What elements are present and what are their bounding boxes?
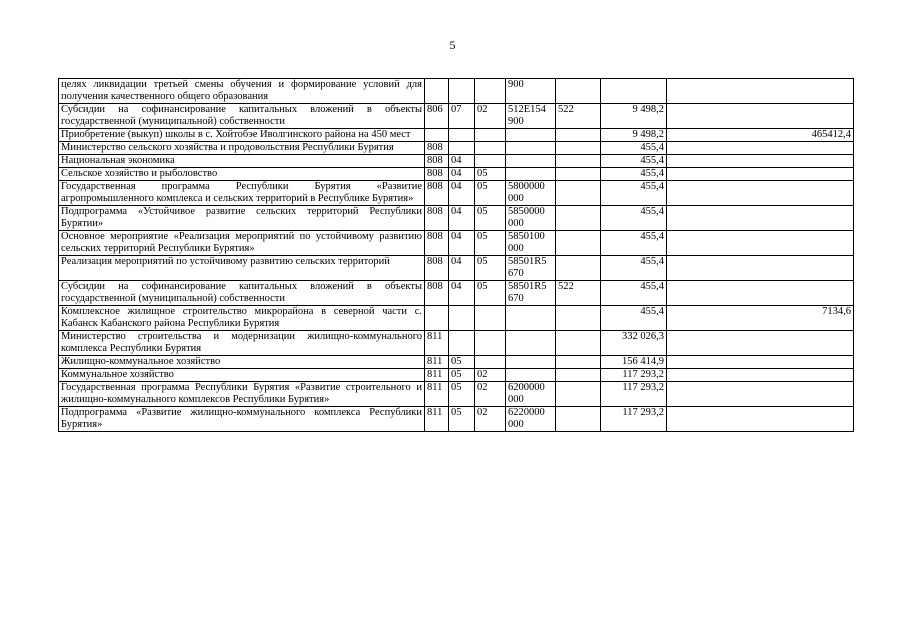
item-name-cell: Комплексное жилищное строительство микрорайона в северной части с. Кабанск Кабанского района Республики Бурятия [59,306,425,331]
ministry-code-cell: 806 [425,104,449,129]
target-article-cell [506,129,556,142]
item-name-cell: Государственная программа Республики Бурятия «Развитие агропромышленного комплекса и сельских территорий в Республике Бурятия» [59,181,425,206]
target-article-cell [506,306,556,331]
table-row [59,79,854,104]
sum-cell: 455,4 [601,168,667,181]
subsection-code-cell [475,155,506,168]
amount-cell [667,155,854,168]
section-code-cell: 05 [449,382,475,407]
expense-type-cell [556,155,601,168]
item-name-cell: Сельское хозяйство и рыболовство [59,168,425,181]
amount-cell [667,356,854,369]
subsection-code-cell [475,356,506,369]
target-article-cell: 5850000 000 [506,206,556,231]
section-code-cell: 04 [449,281,475,306]
ministry-code-cell: 811 [425,356,449,369]
target-article-cell [506,331,556,356]
subsection-code-cell: 05 [475,181,506,206]
table-row [59,281,854,306]
table-row [59,407,854,432]
budget-table [58,78,854,432]
sum-cell: 455,4 [601,142,667,155]
amount-cell [667,104,854,129]
ministry-code-cell: 808 [425,256,449,281]
section-code-cell [449,129,475,142]
section-code-cell: 05 [449,369,475,382]
subsection-code-cell [475,142,506,155]
amount-cell [667,382,854,407]
item-name-cell: Подпрограмма «Развитие жилищно-коммунального комплекса Республики Бурятия» [59,407,425,432]
target-article-cell: 5850100 000 [506,231,556,256]
target-article-cell: 6200000 000 [506,382,556,407]
sum-cell: 9 498,2 [601,104,667,129]
sum-cell: 455,4 [601,256,667,281]
sum-cell: 332 026,3 [601,331,667,356]
ministry-code-cell: 811 [425,331,449,356]
subsection-code-cell: 05 [475,231,506,256]
item-name-cell: Основное мероприятие «Реализация мероприятий по устойчивому развитию сельских территорий Республики Бурятия» [59,231,425,256]
amount-cell [667,142,854,155]
expense-type-cell [556,331,601,356]
item-name-cell: Жилищно-коммунальное хозяйство [59,356,425,369]
expense-type-cell [556,369,601,382]
sum-cell: 455,4 [601,206,667,231]
table-row [59,356,854,369]
expense-type-cell: 522 [556,281,601,306]
target-article-cell [506,155,556,168]
sum-cell: 9 498,2 [601,129,667,142]
table-row [59,142,854,155]
amount-cell [667,181,854,206]
subsection-code-cell [475,331,506,356]
target-article-cell [506,168,556,181]
table-row [59,181,854,206]
amount-cell [667,331,854,356]
subsection-code-cell: 02 [475,382,506,407]
subsection-code-cell: 02 [475,369,506,382]
item-name-cell: Государственная программа Республики Бурятия «Развитие строительного и жилищно-коммунального комплексов Республики Бурятия» [59,382,425,407]
amount-cell [667,369,854,382]
target-article-cell [506,369,556,382]
table-row [59,155,854,168]
table-body [59,79,854,432]
target-article-cell [506,356,556,369]
item-name-cell: Приобретение (выкуп) школы в с. Хойтобэе Иволгинского района на 450 мест [59,129,425,142]
table-row [59,129,854,142]
item-name-cell: Подпрограмма «Устойчивое развитие сельских территорий Республики Бурятии» [59,206,425,231]
expense-type-cell [556,206,601,231]
expense-type-cell [556,306,601,331]
amount-cell: 465412,4 [667,129,854,142]
section-code-cell: 07 [449,104,475,129]
ministry-code-cell: 811 [425,407,449,432]
page-number: 5 [449,38,456,52]
section-code-cell: 05 [449,407,475,432]
amount-cell [667,168,854,181]
expense-type-cell [556,407,601,432]
subsection-code-cell: 05 [475,168,506,181]
item-name-cell: Министерство сельского хозяйства и продовольствия Республики Бурятия [59,142,425,155]
table-row [59,206,854,231]
section-code-cell: 04 [449,155,475,168]
ministry-code-cell: 808 [425,231,449,256]
ministry-code-cell: 808 [425,155,449,168]
ministry-code-cell: 808 [425,181,449,206]
subsection-code-cell [475,129,506,142]
expense-type-cell [556,181,601,206]
expense-type-cell [556,168,601,181]
amount-cell: 7134,6 [667,306,854,331]
amount-cell [667,79,854,104]
amount-cell [667,256,854,281]
ministry-code-cell: 808 [425,281,449,306]
amount-cell [667,281,854,306]
target-article-cell: 58501R5 670 [506,281,556,306]
section-code-cell: 05 [449,356,475,369]
section-code-cell [449,331,475,356]
item-name-cell: целях ликвидации третьей смены обучения и формирование условий для получения качественного общего образования [59,79,425,104]
expense-type-cell: 522 [556,104,601,129]
expense-type-cell [556,382,601,407]
expense-type-cell [556,129,601,142]
table-row [59,256,854,281]
expense-type-cell [556,256,601,281]
sum-cell: 117 293,2 [601,369,667,382]
section-code-cell [449,79,475,104]
ministry-code-cell [425,306,449,331]
section-code-cell: 04 [449,231,475,256]
sum-cell [601,79,667,104]
table-row [59,306,854,331]
subsection-code-cell [475,306,506,331]
item-name-cell: Коммунальное хозяйство [59,369,425,382]
table-row [59,231,854,256]
table-row [59,369,854,382]
target-article-cell: 6220000 000 [506,407,556,432]
item-name-cell: Субсидии на софинансирование капитальных вложений в объекты государственной (муниципальной) собственности [59,281,425,306]
section-code-cell [449,142,475,155]
subsection-code-cell: 05 [475,206,506,231]
table-row [59,104,854,129]
amount-cell [667,407,854,432]
ministry-code-cell [425,129,449,142]
item-name-cell: Министерство строительства и модернизации жилищно-коммунального комплекса Республики Бурятия [59,331,425,356]
amount-cell [667,231,854,256]
ministry-code-cell: 811 [425,382,449,407]
table-row [59,331,854,356]
target-article-cell: 512E154 900 [506,104,556,129]
target-article-cell: 5800000 000 [506,181,556,206]
sum-cell: 117 293,2 [601,382,667,407]
amount-cell [667,206,854,231]
sum-cell: 455,4 [601,155,667,168]
item-name-cell: Национальная экономика [59,155,425,168]
target-article-cell: 58501R5 670 [506,256,556,281]
section-code-cell: 04 [449,181,475,206]
section-code-cell [449,306,475,331]
subsection-code-cell [475,79,506,104]
subsection-code-cell: 02 [475,407,506,432]
section-code-cell: 04 [449,168,475,181]
ministry-code-cell: 811 [425,369,449,382]
ministry-code-cell [425,79,449,104]
subsection-code-cell: 05 [475,281,506,306]
section-code-cell: 04 [449,256,475,281]
item-name-cell: Субсидии на софинансирование капитальных вложений в объекты государственной (муниципальной) собственности [59,104,425,129]
sum-cell: 455,4 [601,231,667,256]
sum-cell: 117 293,2 [601,407,667,432]
expense-type-cell [556,231,601,256]
ministry-code-cell: 808 [425,206,449,231]
sum-cell: 455,4 [601,281,667,306]
ministry-code-cell: 808 [425,142,449,155]
expense-type-cell [556,79,601,104]
target-article-cell: 900 [506,79,556,104]
subsection-code-cell: 05 [475,256,506,281]
expense-type-cell [556,142,601,155]
ministry-code-cell: 808 [425,168,449,181]
table-row [59,168,854,181]
subsection-code-cell: 02 [475,104,506,129]
item-name-cell: Реализация мероприятий по устойчивому развитию сельских территорий [59,256,425,281]
section-code-cell: 04 [449,206,475,231]
expense-type-cell [556,356,601,369]
sum-cell: 455,4 [601,181,667,206]
table-row [59,382,854,407]
target-article-cell [506,142,556,155]
sum-cell: 156 414,9 [601,356,667,369]
sum-cell: 455,4 [601,306,667,331]
